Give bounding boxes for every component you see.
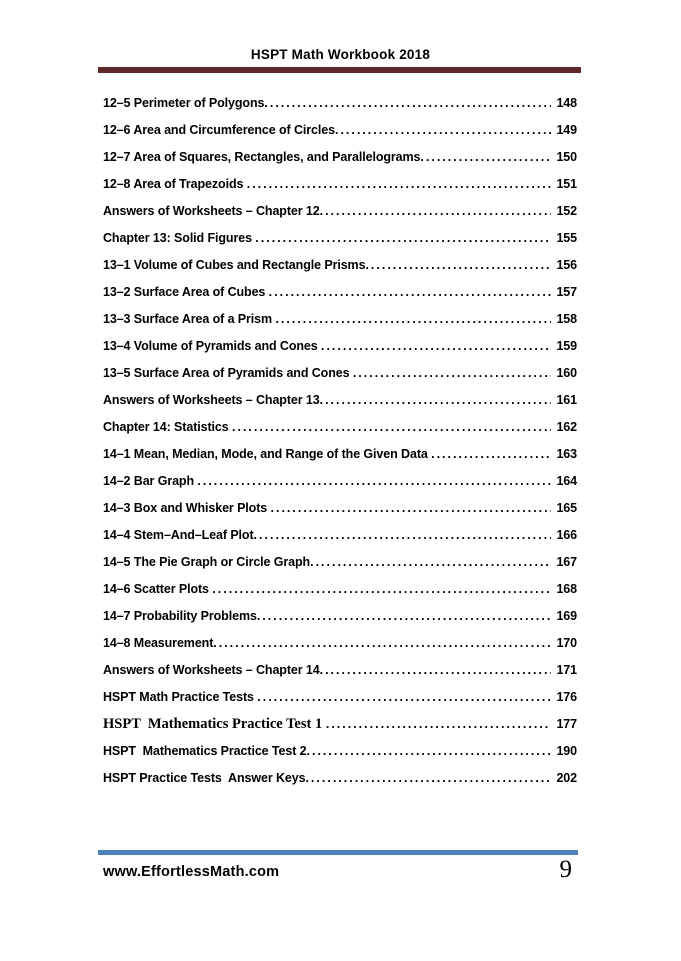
toc-entry-title: 12–6 Area and Circumference of Circles (103, 123, 335, 137)
toc-entry-page: 158 (556, 312, 577, 326)
toc-entry-page: 165 (556, 501, 577, 515)
toc-entry-page: 152 (556, 204, 577, 218)
toc-entry-title: 14–7 Probability Problems (103, 609, 257, 623)
dot-leader (335, 117, 551, 144)
toc-entry-page: 190 (556, 744, 577, 758)
toc-entry-title: HSPT Mathematics Practice Test 2 (103, 744, 307, 758)
dot-leader (420, 144, 551, 171)
dot-leader (365, 252, 551, 279)
toc-entry-title: HSPT Mathematics Practice Test 1 (103, 716, 326, 732)
toc-entry-title: 12–7 Area of Squares, Rectangles, and Parallelograms (103, 150, 421, 164)
toc-entry[interactable] (103, 576, 577, 603)
toc-entry-title: 13–2 Surface Area of Cubes (103, 285, 269, 299)
toc-entry-title: 13–4 Volume of Pyramids and Cones (103, 339, 321, 353)
dot-leader (232, 414, 551, 441)
toc-entry-page: 151 (556, 177, 577, 191)
dot-leader (213, 630, 551, 657)
toc-entry-page: 148 (556, 96, 577, 110)
toc-entry[interactable] (103, 387, 577, 414)
toc-entry-title: Answers of Worksheets – Chapter 14 (103, 663, 320, 677)
page-number: 9 (559, 856, 572, 883)
toc-entry-title: 14–5 The Pie Graph or Circle Graph (103, 555, 311, 569)
toc-entry-title: Chapter 14: Statistics (103, 420, 232, 434)
toc-entry-page: 202 (556, 771, 577, 785)
toc-entry[interactable] (103, 441, 577, 468)
toc-entry-title: Answers of Worksheets – Chapter 13 (103, 393, 320, 407)
dot-leader (269, 279, 551, 306)
toc-entry-title: 13–3 Surface Area of a Prism (103, 312, 276, 326)
toc-entry-title: Answers of Worksheets – Chapter 12 (103, 204, 320, 218)
website-link[interactable]: www.EffortlessMath.com (103, 864, 280, 880)
toc-entry[interactable] (103, 198, 577, 225)
toc-entry-title: Chapter 13: Solid Figures (103, 231, 256, 245)
toc-entry[interactable] (103, 171, 577, 198)
toc-entry-page: 166 (556, 528, 577, 542)
toc-entry-page: 170 (556, 636, 577, 650)
toc-entry[interactable] (103, 765, 577, 792)
toc-entry[interactable] (103, 630, 577, 657)
dot-leader (255, 225, 551, 252)
toc-entry-page: 149 (556, 123, 577, 137)
toc-entry[interactable] (103, 522, 577, 549)
dot-leader (275, 306, 551, 333)
toc-entry-page: 164 (556, 474, 577, 488)
toc-entry-title: 14–2 Bar Graph (103, 474, 198, 488)
toc-entry-title: 14–3 Box and Whisker Plots (103, 501, 271, 515)
toc-entry-title: 13–1 Volume of Cubes and Rectangle Prisms (103, 258, 366, 272)
toc-entry-page: 167 (556, 555, 577, 569)
toc-entry[interactable] (103, 90, 577, 117)
header-rule (98, 67, 581, 73)
toc-entry-title: 14–4 Stem–And–Leaf Plot (103, 528, 254, 542)
toc-entry-title: 13–5 Surface Area of Pyramids and Cones (103, 366, 353, 380)
dot-leader (305, 765, 551, 792)
toc-entry[interactable] (103, 711, 577, 738)
footer-rule (98, 850, 578, 855)
toc-entry-title: HSPT Math Practice Tests (103, 690, 258, 704)
toc-entry-title: 14–6 Scatter Plots (103, 582, 213, 596)
toc-entry-page: 177 (556, 717, 577, 731)
toc-entry-title: HSPT Practice Tests Answer Keys (103, 771, 306, 785)
page-header-title: HSPT Math Workbook 2018 (250, 47, 431, 62)
dot-leader (320, 198, 551, 225)
dot-leader (310, 549, 551, 576)
toc-entry-title: 14–1 Mean, Median, Mode, and Range of the Given Data (103, 447, 432, 461)
toc-entry[interactable] (103, 252, 577, 279)
toc-entry-page: 157 (556, 285, 577, 299)
toc-entry[interactable] (103, 225, 577, 252)
toc-entry[interactable] (103, 738, 577, 765)
dot-leader (320, 657, 551, 684)
dot-leader (326, 711, 551, 738)
toc-entry-page: 155 (556, 231, 577, 245)
toc-entry[interactable] (103, 603, 577, 630)
toc-entry-page: 160 (556, 366, 577, 380)
toc-entry[interactable] (103, 414, 577, 441)
dot-leader (264, 90, 551, 117)
dot-leader (320, 387, 551, 414)
toc-entry-title: 14–8 Measurement (103, 636, 214, 650)
dot-leader (321, 333, 551, 360)
toc-entry-page: 163 (556, 447, 577, 461)
dot-leader (257, 684, 551, 711)
toc-entry[interactable] (103, 144, 577, 171)
toc-entry-page: 168 (556, 582, 577, 596)
dot-leader (353, 360, 551, 387)
dot-leader (212, 576, 551, 603)
dot-leader (254, 522, 551, 549)
toc-entry-page: 169 (556, 609, 577, 623)
toc-entry[interactable] (103, 468, 577, 495)
toc-entry[interactable] (103, 657, 577, 684)
toc-entry-page: 176 (556, 690, 577, 704)
toc-entry-page: 162 (556, 420, 577, 434)
toc-entry[interactable] (103, 117, 577, 144)
table-of-contents (103, 90, 577, 792)
toc-entry[interactable] (103, 333, 577, 360)
dot-leader (307, 738, 552, 765)
dot-leader (271, 495, 552, 522)
toc-entry-page: 156 (556, 258, 577, 272)
toc-entry[interactable] (103, 279, 577, 306)
toc-entry[interactable] (103, 495, 577, 522)
toc-entry-page: 159 (556, 339, 577, 353)
dot-leader (431, 441, 551, 468)
toc-entry-title: 12–8 Area of Trapezoids (103, 177, 247, 191)
toc-entry[interactable] (103, 306, 577, 333)
toc-entry-page: 171 (556, 663, 577, 677)
dot-leader (257, 603, 551, 630)
toc-entry-page: 161 (556, 393, 577, 407)
toc-entry-title: 12–5 Perimeter of Polygons (103, 96, 265, 110)
toc-entry[interactable] (103, 549, 577, 576)
dot-leader (197, 468, 551, 495)
toc-entry[interactable] (103, 684, 577, 711)
dot-leader (247, 171, 551, 198)
toc-entry[interactable] (103, 360, 577, 387)
toc-entry-page: 150 (556, 150, 577, 164)
